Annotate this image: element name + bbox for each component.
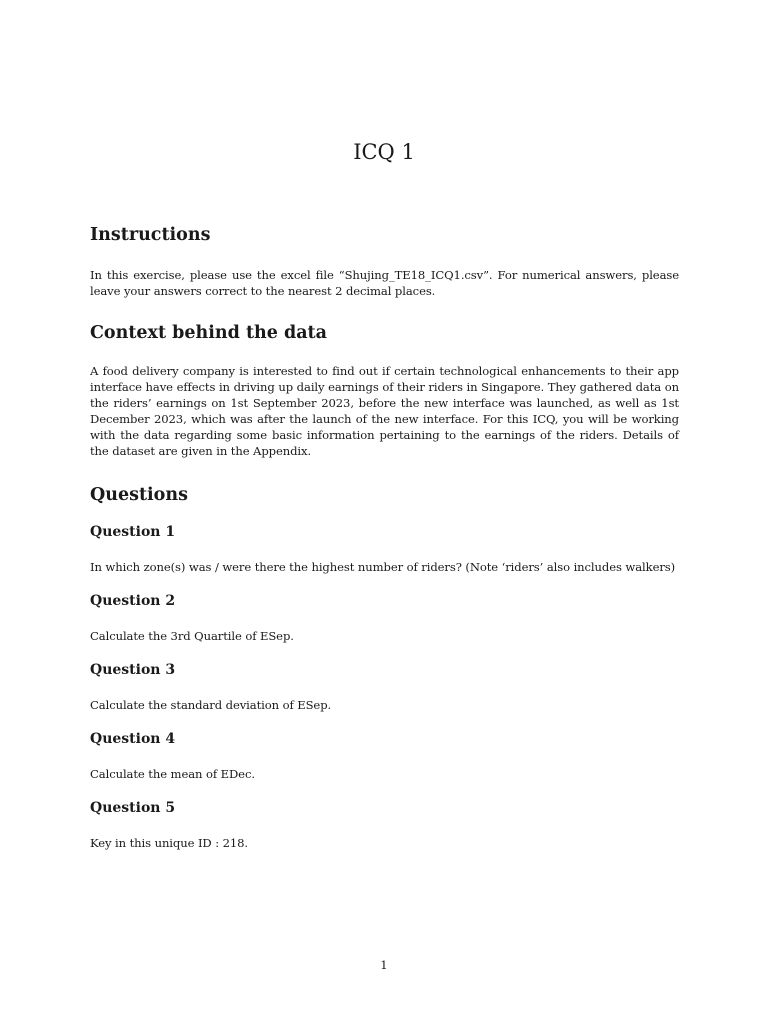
question-4-text: Calculate the mean of EDec. <box>90 767 255 781</box>
question-1-label: Question 1 <box>90 524 176 540</box>
context-section <box>90 323 679 459</box>
context-heading: Context behind the data <box>90 323 327 343</box>
instructions-section <box>90 225 679 299</box>
question-4-label: Question 4 <box>90 731 176 747</box>
question-3 <box>90 662 679 713</box>
question-5-label: Question 5 <box>90 800 176 816</box>
question-2-label: Question 2 <box>90 593 176 609</box>
question-3-label: Question 3 <box>90 662 176 678</box>
question-2 <box>90 593 679 644</box>
questions-heading: Questions <box>90 485 188 505</box>
instructions-heading: Instructions <box>90 225 211 245</box>
page-number: 1 <box>380 958 388 972</box>
instructions-text: In this exercise, please use the excel file “Shujing_TE18_ICQ1.csv”. For numerical answers, please leave your answers correct to the nearest 2 decimal places. <box>90 268 679 298</box>
question-4 <box>90 731 679 782</box>
question-1-text: In which zone(s) was / were there the highest number of riders? (Note ‘riders’ also includes walkers) <box>90 560 676 574</box>
document-title: ICQ 1 <box>353 140 415 164</box>
question-5 <box>90 800 679 851</box>
question-5-text: Key in this unique ID : 218. <box>90 836 249 850</box>
document-body <box>90 225 679 851</box>
question-3-text: Calculate the standard deviation of ESep. <box>90 698 332 712</box>
question-1 <box>90 524 679 575</box>
context-text: A food delivery company is interested to find out if certain technological enhancements to their app interface have effects in driving up daily earnings of their riders in Singapore. They gathered data on the riders’ earnings on 1st September 2023, before the new interface was launched, as well as 1st December 2023, which was after the launch of the new interface. For this ICQ, you will be working with the data regarding some basic information pertaining to the earnings of the riders. Details of the dataset are given in the Appendix. <box>90 364 679 458</box>
question-2-text: Calculate the 3rd Quartile of ESep. <box>90 629 294 643</box>
questions-section <box>90 485 679 851</box>
